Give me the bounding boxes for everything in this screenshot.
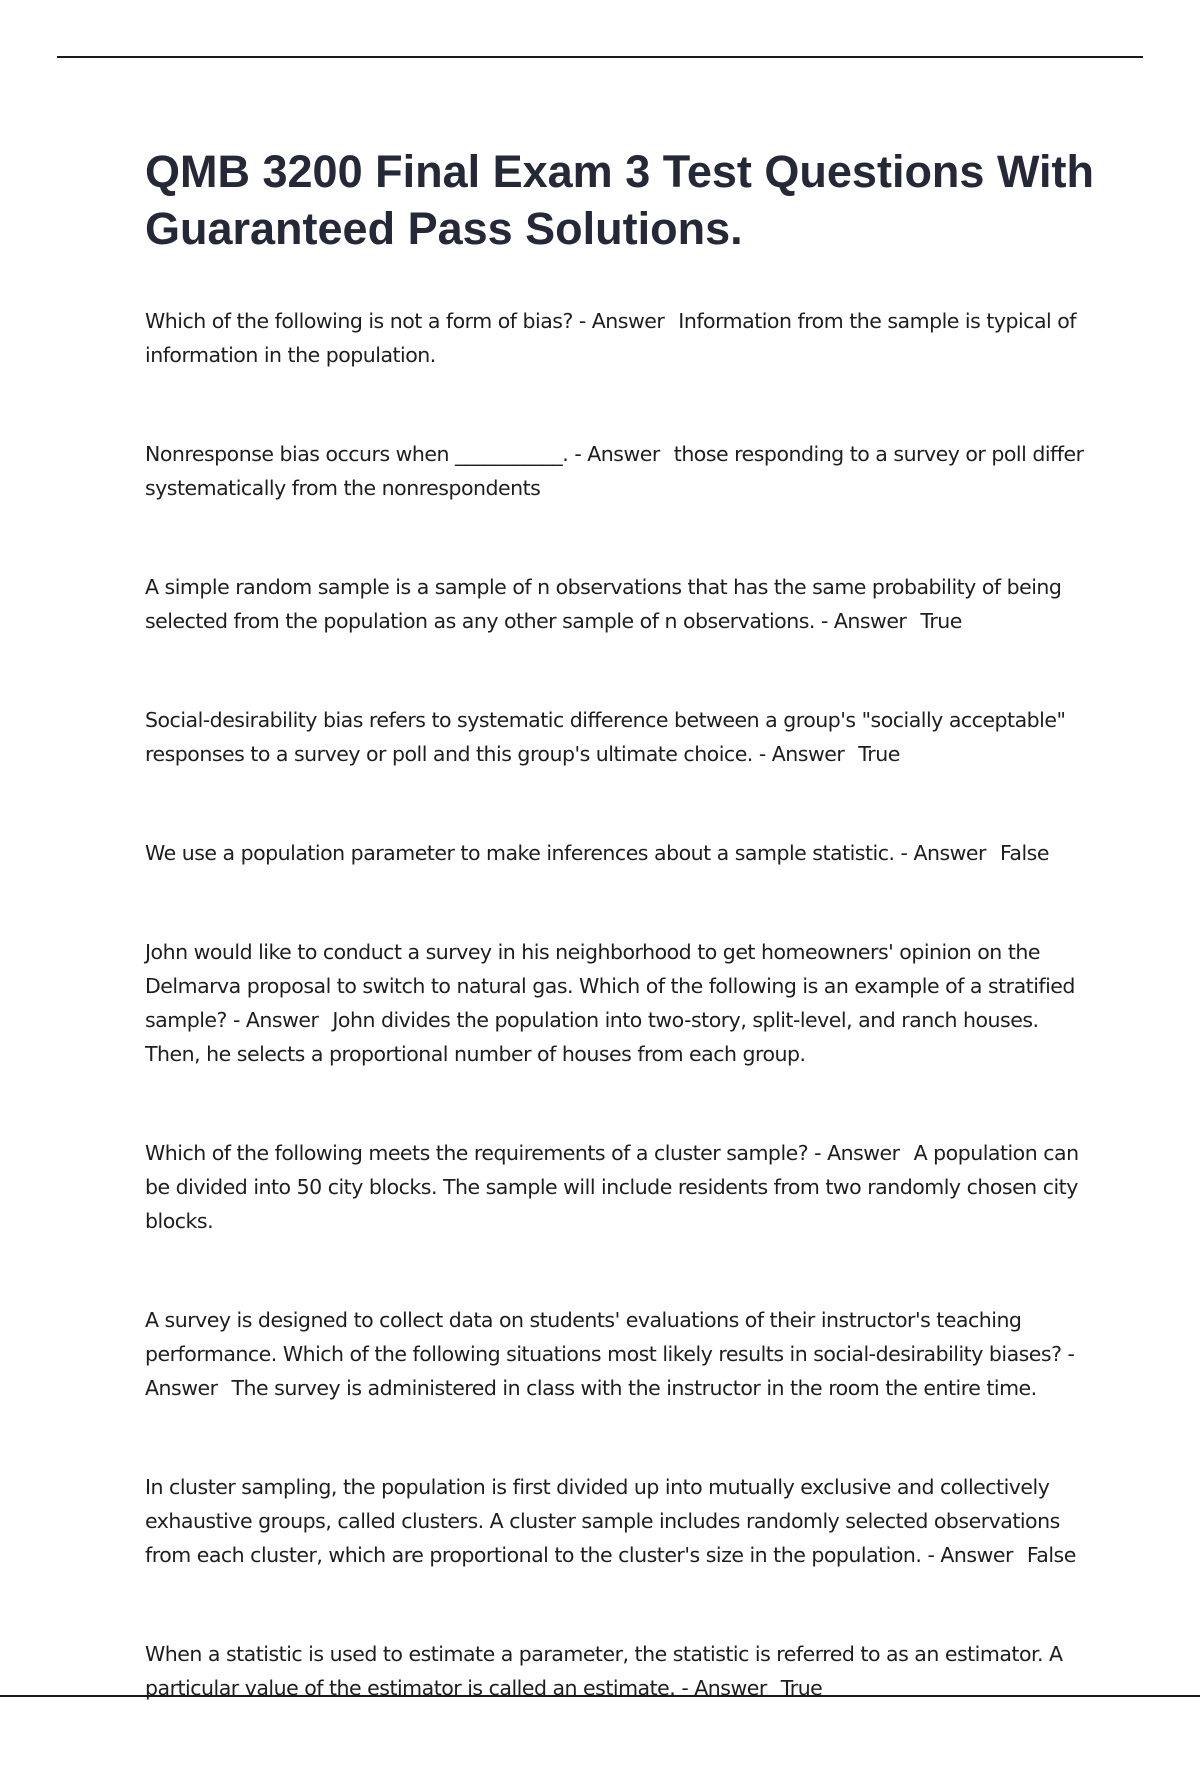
answer-marker: - Answer [232, 1008, 319, 1032]
qa-item [145, 1136, 1085, 1238]
question-text: We use a population parameter to make inferences about a sample statistic. [145, 841, 895, 865]
qa-item [145, 703, 1085, 771]
answer-text: Information from the sample is typical of information in the population. [145, 309, 1076, 367]
question-text: Which of the following is not a form of bias? [145, 309, 573, 333]
answer-marker: - Answer [900, 841, 986, 865]
answer-marker: - Answer [145, 1342, 1075, 1400]
answer-text: John divides the population into two-story, split-level, and ranch houses. Then, he selects a proportional number of houses from each group. [145, 1008, 1039, 1066]
top-divider [57, 56, 1143, 58]
answer-marker: - Answer [681, 1676, 767, 1700]
question-text: A survey is designed to collect data on students' evaluations of their instructor's teaching performance. Which of the following situations most likely results in social-desirability biases? [145, 1308, 1062, 1366]
qa-item [145, 1303, 1085, 1405]
document-title: QMB 3200 Final Exam 3 Test Questions With Guaranteed Pass Solutions. [145, 146, 1094, 254]
answer-text: True [920, 609, 962, 633]
question-text: Which of the following meets the requirements of a cluster sample? [145, 1141, 809, 1165]
qa-item [145, 836, 1085, 870]
question-text: In cluster sampling, the population is first divided up into mutually exclusive and collectively exhaustive groups, called clusters. A cluster sample includes randomly selected observations from each cluster, which are proportional to the cluster's size in the population. [145, 1475, 1060, 1567]
qa-item [145, 304, 1085, 372]
qa-item [145, 1470, 1085, 1572]
bottom-divider [0, 1695, 1200, 1697]
question-text: When a statistic is used to estimate a parameter, the statistic is referred to as an estimator. A particular value of the estimator is called an estimate. [145, 1642, 1063, 1700]
answer-marker: - Answer [574, 442, 660, 466]
qa-item [145, 935, 1085, 1071]
answer-text: those responding to a survey or poll differ systematically from the nonrespondents [145, 442, 1084, 500]
answer-text: False [1026, 1543, 1076, 1567]
answer-text: A population can be divided into 50 city blocks. The sample will include residents from two randomly chosen city blocks. [145, 1141, 1079, 1233]
answer-text: The survey is administered in class with the instructor in the room the entire time. [231, 1376, 1037, 1400]
answer-marker: - Answer [820, 609, 907, 633]
question-text: A simple random sample is a sample of n observations that has the same probability of being selected from the population as any other sample of n observations. [145, 575, 1062, 633]
answer-marker: - Answer [758, 742, 845, 766]
answer-text: True [780, 1676, 823, 1700]
question-text: Social-desirability bias refers to systematic difference between a group's "socially acceptable" responses to a survey or poll and this group's ultimate choice. [145, 708, 1066, 766]
answer-text: True [858, 742, 900, 766]
question-text: Nonresponse bias occurs when ___________. [145, 442, 569, 466]
qa-item [145, 437, 1085, 505]
question-text: John would like to conduct a survey in his neighborhood to get homeowners' opinion on the Delmarva proposal to switch to natural gas. Which of the following is an example of a stratified sample? [145, 940, 1075, 1032]
qa-list [145, 304, 1085, 1770]
answer-marker: - Answer [814, 1141, 900, 1165]
answer-text: False [999, 841, 1049, 865]
qa-item [145, 570, 1085, 638]
answer-marker: - Answer [927, 1543, 1013, 1567]
answer-marker: - Answer [578, 309, 665, 333]
